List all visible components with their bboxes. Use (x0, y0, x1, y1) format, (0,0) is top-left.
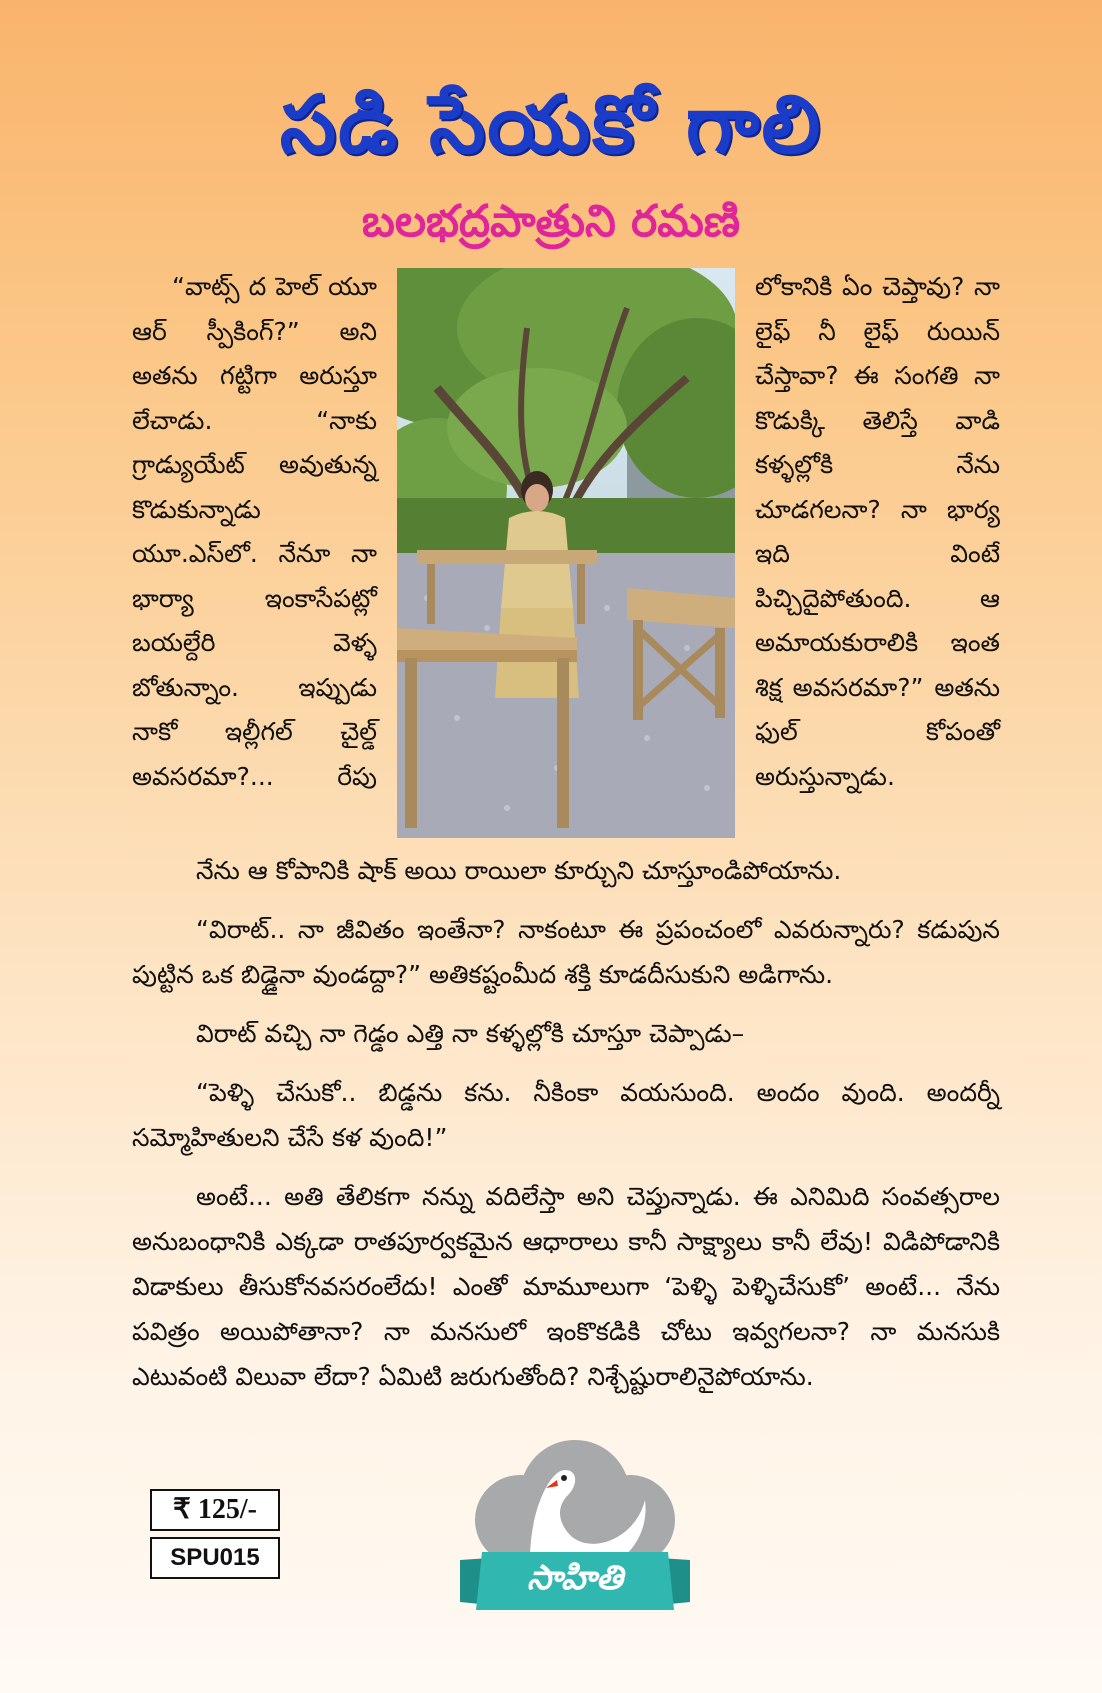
paragraph: “విరాట్.. నా జీవితం ఇంతేనా? నాకంటూ ఈ ప్రపంచంలో ఎవరున్నారు? కడుపున పుట్టిన ఒక బిడ్డైనా వుండద్దా?” అతికష్టంమీద శక్తి కూడదీసుకుని అడిగాను. (132, 915, 1000, 989)
story-body (132, 848, 1000, 1413)
book-code-label: SPU015 (150, 1537, 280, 1579)
publisher-logo (460, 1440, 690, 1630)
column-right-text: లోకానికి ఏం చెప్తావు? నా లైఫ్ నీ లైఫ్ రుయిన్ చేస్తావా? ఈ సంగతి నా కొడుక్కి తెలిస్తే వాడి కళ్ళల్లోకి నేను చూడగలనా? నా భార్య ఇది వింటే పిచ్చిదైపోతుంది. ఆ అమాయకురాలికి ఇంత శిక్ష అవసరమా?” అతను ఫుల్ కోపంతో అరుస్తున్నాడు. (755, 272, 1000, 791)
price-label: ₹ 125/- (150, 1489, 280, 1531)
paragraph: నేను ఆ కోపానికి షాక్ అయి రాయిలా కూర్చుని చూస్తూండిపోయాను. (196, 856, 842, 885)
book-title: సడి సేయకో గాలి (279, 78, 823, 171)
column-left-text: “వాట్స్ ద హెల్ యూ ఆర్ స్పీకింగ్?” అని అతను గట్టిగా అరుస్తూ లేచాడు. “నాకు గ్రాడ్యుయేట్ అవుతున్న కొడుకున్నాడు యూ.ఎస్‌లో. నేనూ నా భార్యా ఇంకాసేపట్లో బయల్దేరి వెళ్ళ బోతున్నాం. ఇప్పుడు నాకో ఇల్లీగల్ చైల్డ్ అవసరమా?... రేపు (132, 272, 377, 791)
paragraph: విరాట్ వచ్చి నా గెడ్డం ఎత్తి నా కళ్ళల్లోకి చూస్తూ చెప్పాడు– (196, 1019, 745, 1048)
publisher-name: సాహితి (527, 1558, 623, 1598)
paragraph: “పెళ్ళి చేసుకో.. బిడ్డను కను. నీకింకా వయసుంది. అందం వుంది. అందర్నీ సమ్మోహితులని చేసే కళ వుంది!” (132, 1078, 1000, 1152)
author-photo (397, 268, 735, 838)
paragraph: అంటే... అతి తేలికగా నన్ను వదిలేస్తా అని చెప్తున్నాడు. ఈ ఎనిమిది సంవత్సరాల అనుబంధానికి ఎక్కడా రాతపూర్వకమైన ఆధారాలు కానీ సాక్ష్యాలు కానీ లేవు! విడిపోడానికి విడాకులు తీసుకోనవసరంలేదు! ఎంతో మామూలుగా ‘పెళ్ళి పెళ్ళిచేసుకో’ అంటే... నేను పవిత్రం అయిపోతానా? నా మనసులో ఇంకొకడికి చోటు ఇవ్వగలనా? నా మనసుకి ఎటువంటి విలువా లేదా? ఏమిటి జరుగుతోంది? నిశ్చేష్టురాలినైపోయాను. (132, 1182, 1000, 1391)
author-name: బలభద్రపాత్రుని రమణి (361, 196, 741, 247)
